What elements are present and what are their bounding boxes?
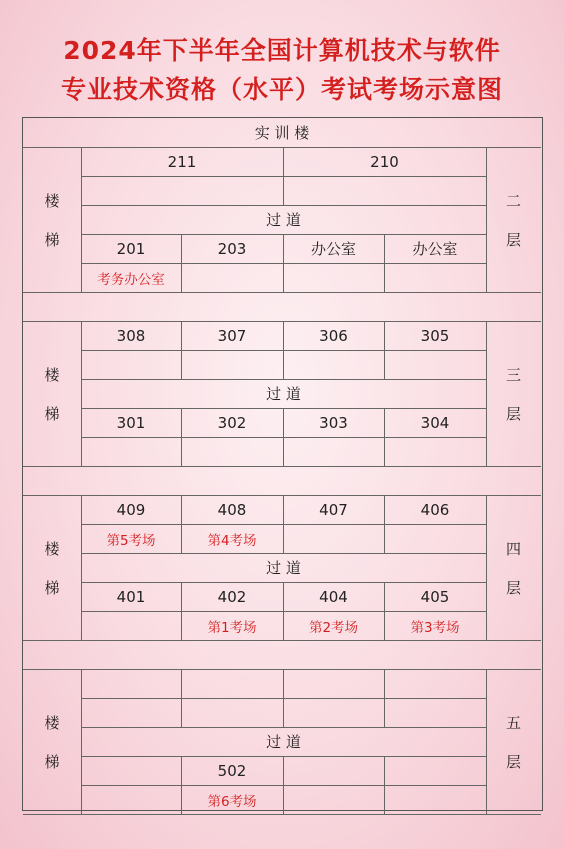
room-number: [384, 756, 486, 785]
room-number: 304: [420, 413, 450, 432]
exam-room-note: [283, 785, 384, 814]
exam-room-note: [283, 698, 384, 727]
stairs-label-char: 楼: [44, 713, 60, 732]
exam-room-note: 第6考场: [207, 793, 257, 810]
exam-room-note: [81, 698, 181, 727]
room-number: 406: [420, 500, 450, 519]
floor-label-char: 四: [505, 539, 521, 558]
stairs-label: [23, 669, 81, 814]
corridor-label: 过 道: [266, 211, 301, 229]
room-number: [283, 669, 384, 698]
room-number: 409: [116, 500, 146, 519]
room-number: 203: [217, 239, 247, 258]
building-name: 实 训 楼: [254, 124, 310, 142]
room-number: [81, 756, 181, 785]
floor-plan-grid: [22, 117, 543, 811]
exam-room-note: [283, 176, 486, 205]
room-number: [384, 669, 486, 698]
room-number: 301: [116, 413, 146, 432]
exam-room-note: [283, 524, 384, 553]
stairs-label-char: 楼: [44, 191, 60, 210]
divider: [23, 292, 541, 293]
exam-room-note: 第5考场: [106, 532, 156, 549]
exam-room-note: [384, 698, 486, 727]
exam-room-note: 第2考场: [308, 619, 359, 636]
exam-room-note: 第1考场: [207, 619, 257, 636]
corridor-label: 过 道: [266, 559, 301, 577]
exam-room-note: 第3考场: [410, 619, 460, 636]
floor-label-char: 层: [505, 752, 521, 771]
stairs-label: [23, 321, 81, 466]
room-number: 308: [116, 326, 146, 345]
room-number: 407: [319, 500, 348, 519]
exam-room-note: [384, 524, 486, 553]
stairs-label-char: 楼: [44, 365, 60, 384]
corridor-label: 过 道: [266, 733, 301, 751]
exam-room-note: [81, 611, 181, 640]
floor-label-char: 二: [505, 191, 521, 210]
room-number: [283, 756, 384, 785]
exam-room-note: 考务办公室: [97, 271, 165, 288]
exam-room-note: [384, 785, 486, 814]
floor-label: [486, 495, 541, 640]
room-number: 306: [319, 326, 348, 345]
exam-room-note: [81, 350, 181, 379]
stairs-label: [23, 495, 81, 640]
floor-label-char: 层: [505, 578, 521, 597]
floor-label: [486, 147, 541, 292]
stairs-label-char: 梯: [44, 230, 60, 249]
room-number: 办公室: [310, 240, 356, 258]
title-line-1: 2024年下半年全国计算机技术与软件: [63, 36, 501, 65]
room-number: [181, 669, 283, 698]
floor-label-char: 层: [505, 230, 521, 249]
exam-room-note: 第4考场: [207, 532, 257, 549]
room-number: 405: [420, 587, 450, 606]
corridor-label: 过 道: [266, 385, 301, 403]
room-number: 408: [217, 500, 247, 519]
exam-room-note: [283, 263, 384, 292]
exam-room-note: [384, 350, 486, 379]
exam-room-note: [81, 785, 181, 814]
stairs-label: [23, 147, 81, 292]
floor-label-char: 三: [505, 365, 521, 384]
room-number: 305: [420, 326, 450, 345]
room-number: 402: [217, 587, 247, 606]
exam-room-note: [81, 176, 283, 205]
title-line-2: 专业技术资格（水平）考试考场示意图: [60, 75, 503, 104]
floor-label: [486, 669, 541, 814]
room-number: 210: [370, 152, 399, 171]
divider: [23, 466, 541, 467]
room-number: 303: [319, 413, 348, 432]
exam-room-note: [181, 698, 283, 727]
divider: [23, 814, 541, 815]
stairs-label-char: 梯: [44, 404, 60, 423]
exam-room-note: [283, 350, 384, 379]
stairs-label-char: 梯: [44, 752, 60, 771]
exam-room-note: [181, 263, 283, 292]
room-number: 211: [167, 152, 197, 171]
room-number: 307: [217, 326, 247, 345]
room-number: 502: [217, 761, 247, 780]
floor-label-char: 层: [505, 404, 521, 423]
stairs-label-char: 梯: [44, 578, 60, 597]
exam-room-note: [283, 437, 384, 466]
floor-label: [486, 321, 541, 466]
divider: [23, 640, 541, 641]
stairs-label-char: 楼: [44, 539, 60, 558]
room-number: 302: [217, 413, 247, 432]
exam-room-note: [81, 437, 181, 466]
room-number: 201: [116, 239, 146, 258]
floor-label-char: 五: [505, 713, 521, 732]
exam-room-note: [384, 437, 486, 466]
exam-room-note: [181, 437, 283, 466]
room-number: 401: [116, 587, 146, 606]
exam-room-note: [181, 350, 283, 379]
room-number: 404: [319, 587, 348, 606]
exam-room-note: [384, 263, 486, 292]
room-number: [81, 669, 181, 698]
room-number: 办公室: [412, 240, 458, 258]
